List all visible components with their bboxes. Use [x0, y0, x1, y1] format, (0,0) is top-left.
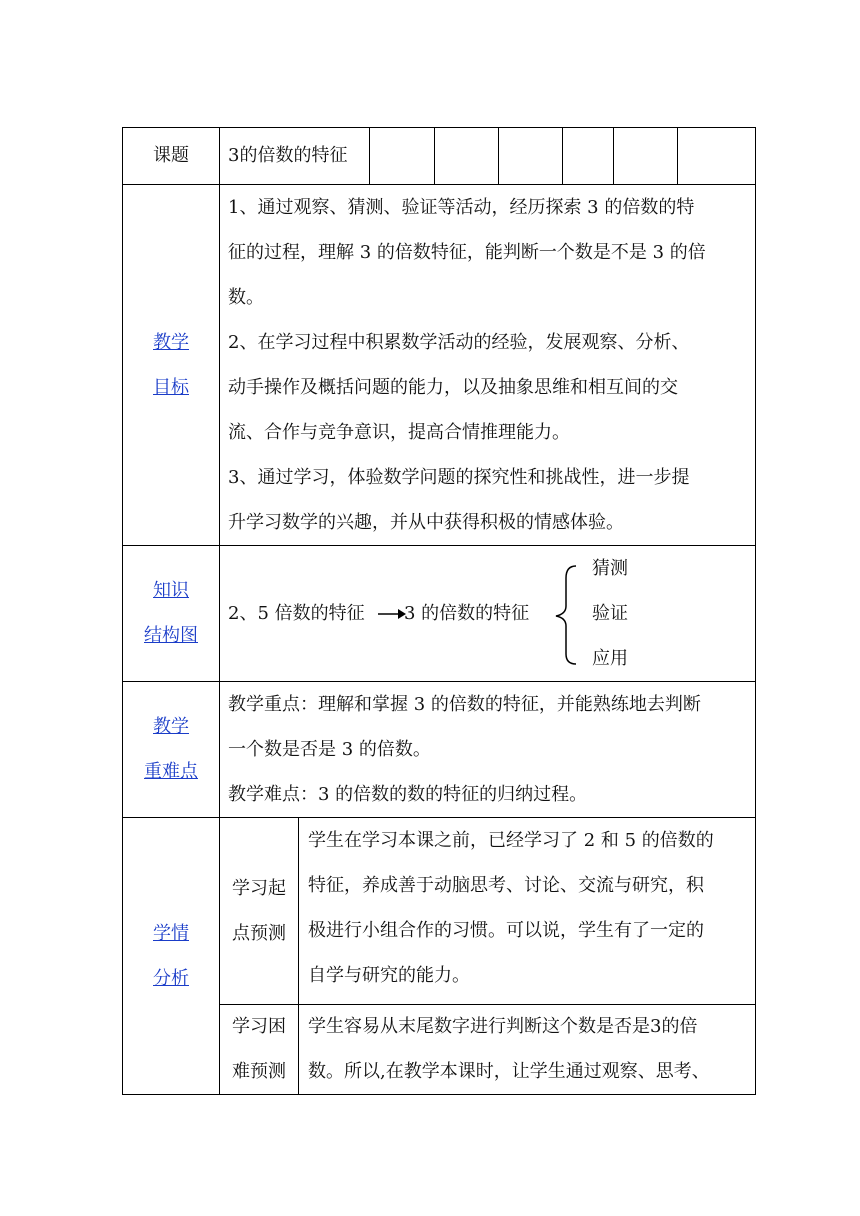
brace-icon — [550, 560, 580, 670]
objectives-label-link-2[interactable]: 目标 — [153, 377, 189, 398]
keypoints-label-link-1[interactable]: 教学 — [153, 716, 189, 737]
start-prediction-label-line: 点预测 — [232, 923, 286, 944]
grid-line — [434, 127, 435, 184]
grid-line — [369, 127, 370, 184]
arrow-right-icon — [376, 606, 406, 622]
objective-line: 数。 — [228, 287, 264, 308]
structure-left-text: 2、5 倍数的特征 — [228, 603, 365, 624]
difficulty-prediction-label — [220, 1004, 298, 1094]
objective-line: 2、在学习过程中积累数学活动的经验，发展观察、分析、 — [228, 332, 690, 353]
grid-line — [755, 127, 756, 1095]
analysis-line: 特征，养成善于动脑思考、讨论、交流与研究，积 — [308, 875, 704, 896]
grid-line — [122, 127, 756, 128]
objective-line: 征的过程，理解 3 的倍数特征，能判断一个数是不是 3 的倍 — [228, 242, 706, 263]
structure-label-link-2[interactable]: 结构图 — [144, 625, 198, 646]
objective-line: 动手操作及概括问题的能力，以及抽象思维和相互间的交 — [228, 377, 678, 398]
analysis-line: 自学与研究的能力。 — [308, 965, 470, 986]
objective-line: 1、通过观察、猜测、验证等活动，经历探索 3 的倍数的特 — [228, 197, 695, 218]
difficulty-prediction-content — [308, 1004, 752, 1094]
structure-branch: 验证 — [592, 603, 628, 624]
objective-line: 3、通过学习，体验数学问题的探究性和挑战性，进一步提 — [228, 467, 690, 488]
keypoints-label — [123, 704, 219, 794]
objective-line: 流、合作与竞争意识，提高合情推理能力。 — [228, 422, 570, 443]
analysis-label-link-2[interactable]: 分析 — [153, 968, 189, 989]
structure-label-link-1[interactable]: 知识 — [153, 580, 189, 601]
structure-branch: 猜测 — [592, 558, 628, 579]
start-prediction-label — [220, 866, 298, 956]
grid-line — [122, 1094, 756, 1095]
objectives-content — [228, 185, 750, 545]
structure-right-text: 3 的倍数的特征 — [404, 603, 530, 624]
keypoints-label-link-2[interactable]: 重难点 — [144, 761, 198, 782]
analysis-label — [123, 911, 219, 1001]
start-prediction-content — [308, 818, 752, 998]
grid-line — [122, 545, 756, 546]
difficulty-prediction-label-line: 学习困 — [232, 1016, 286, 1037]
keypoints-content — [228, 682, 750, 817]
analysis-label-link-1[interactable]: 学情 — [153, 923, 189, 944]
analysis-line: 学生在学习本课之前，已经学习了 2 和 5 的倍数的 — [308, 830, 714, 851]
keypoint-line: 教学难点：3 的倍数的数的特征的归纳过程。 — [228, 784, 588, 805]
keypoint-line: 教学重点：理解和掌握 3 的倍数的特征，并能熟练地去判断 — [228, 694, 701, 715]
objectives-label-link-1[interactable]: 教学 — [153, 332, 189, 353]
structure-label — [123, 568, 219, 658]
structure-branch: 应用 — [592, 648, 628, 669]
grid-line — [298, 817, 299, 1095]
grid-line — [677, 127, 678, 184]
analysis-line: 数。所以,在教学本课时，让学生通过观察、思考、 — [308, 1061, 710, 1082]
grid-line — [562, 127, 563, 184]
start-prediction-label-line: 学习起 — [232, 878, 286, 899]
objective-line: 升学习数学的兴趣，并从中获得积极的情感体验。 — [228, 512, 624, 533]
analysis-line: 学生容易从末尾数字进行判断这个数是否是3的倍 — [308, 1016, 698, 1037]
topic-title: 3的倍数的特征 — [228, 145, 348, 166]
difficulty-prediction-label-line: 难预测 — [232, 1061, 286, 1082]
keypoint-line: 一个数是否是 3 的倍数。 — [228, 739, 431, 760]
grid-line — [498, 127, 499, 184]
objectives-label — [123, 320, 219, 410]
analysis-line: 极进行小组合作的习惯。可以说，学生有了一定的 — [308, 920, 704, 941]
topic-label: 课题 — [153, 145, 189, 166]
grid-line — [613, 127, 614, 184]
